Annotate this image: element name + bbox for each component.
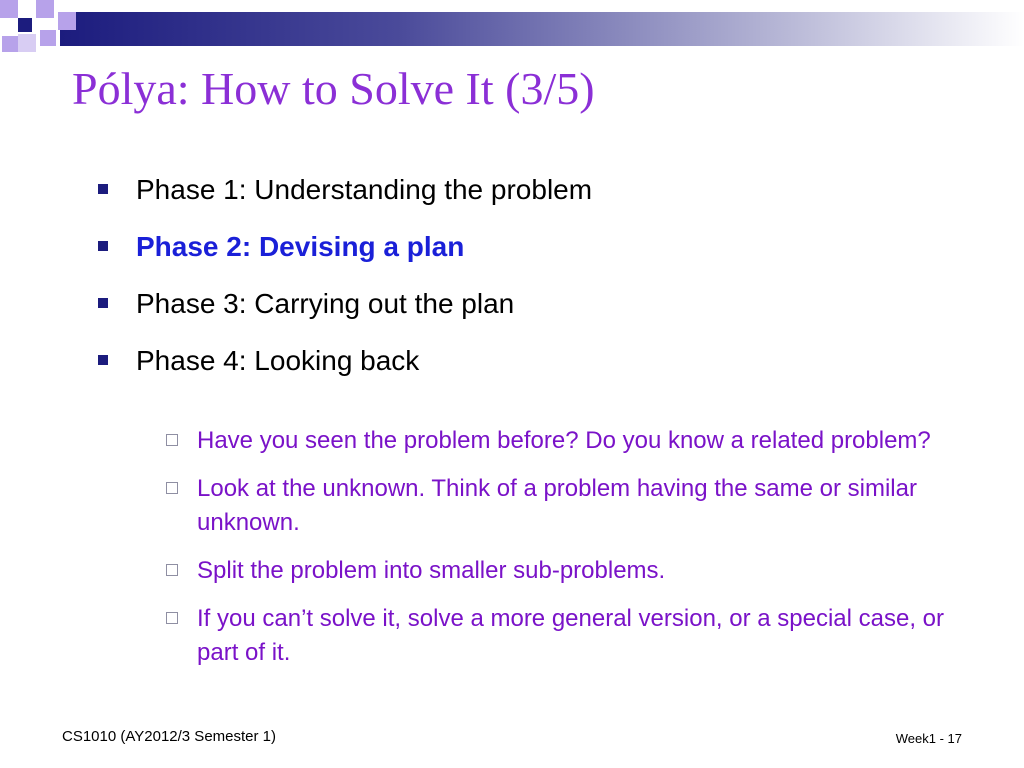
deco-square bbox=[0, 0, 18, 18]
bullet-square-icon bbox=[98, 298, 108, 308]
header-gradient-bar bbox=[60, 12, 1024, 46]
deco-square bbox=[58, 12, 76, 30]
slide-title: Pólya: How to Solve It (3/5) bbox=[72, 63, 595, 114]
footer-slide-number: Week1 - 17 bbox=[895, 731, 962, 746]
bullet-text: Phase 4: Looking back bbox=[136, 345, 420, 376]
hollow-square-icon bbox=[166, 612, 178, 624]
deco-square bbox=[40, 30, 56, 46]
bullet-phase-1 bbox=[98, 166, 592, 223]
sub-bullet-text: Look at the unknown. Think of a problem having the same or similar unknown. bbox=[197, 475, 917, 536]
bullet-text: Phase 3: Carrying out the plan bbox=[136, 288, 515, 319]
sub-bullet-item bbox=[164, 602, 964, 670]
deco-square bbox=[18, 34, 36, 52]
sub-bullet-item bbox=[164, 554, 964, 588]
bullet-text: Phase 1: Understanding the problem bbox=[136, 174, 593, 205]
bullet-square-icon bbox=[98, 241, 108, 251]
bullet-text: Phase 2: Devising a plan bbox=[136, 231, 465, 262]
deco-square bbox=[18, 18, 32, 32]
bullet-phase-3 bbox=[98, 280, 592, 337]
sub-bullet-text: Split the problem into smaller sub-problems. bbox=[197, 557, 666, 584]
bullet-square-icon bbox=[98, 184, 108, 194]
bullet-list bbox=[98, 166, 592, 394]
bullet-phase-4 bbox=[98, 337, 592, 394]
hollow-square-icon bbox=[166, 482, 178, 494]
sub-bullet-item bbox=[164, 472, 964, 540]
hollow-square-icon bbox=[166, 434, 178, 446]
sub-bullet-list bbox=[164, 424, 964, 684]
deco-square bbox=[36, 0, 54, 18]
bullet-square-icon bbox=[98, 355, 108, 365]
deco-square bbox=[2, 36, 18, 52]
sub-bullet-text: If you can’t solve it, solve a more general version, or a special case, or part of it. bbox=[197, 605, 945, 666]
footer-course-label: CS1010 (AY2012/3 Semester 1) bbox=[62, 728, 277, 745]
bullet-phase-2 bbox=[98, 223, 592, 280]
hollow-square-icon bbox=[166, 564, 178, 576]
sub-bullet-text: Have you seen the problem before? Do you know a related problem? bbox=[197, 427, 931, 454]
sub-bullet-item bbox=[164, 424, 964, 458]
